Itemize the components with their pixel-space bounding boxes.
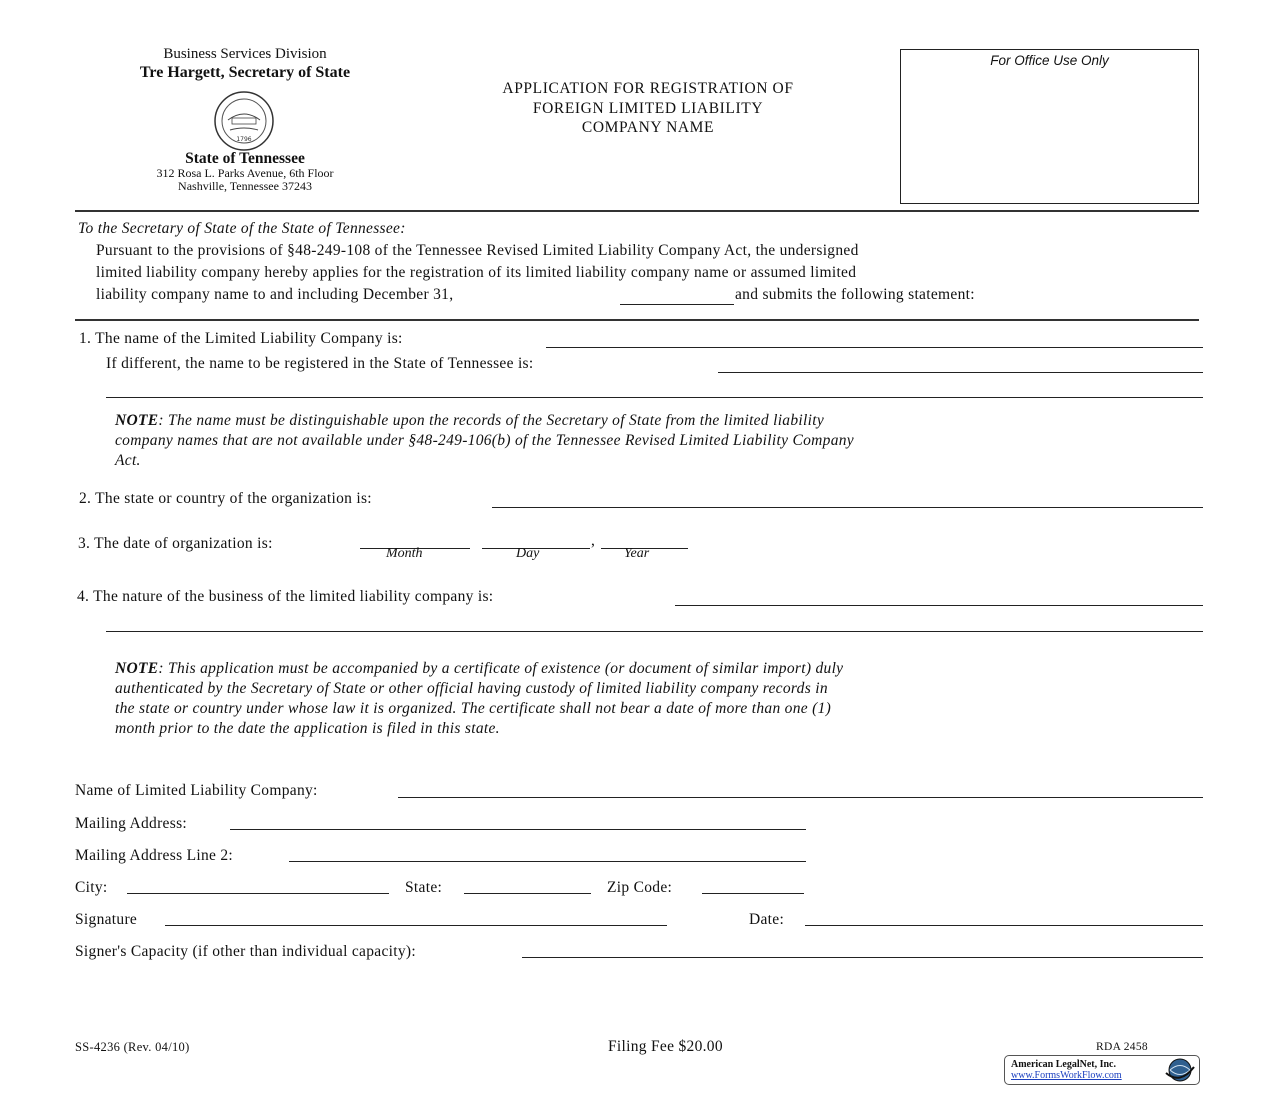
capacity-label: Signer's Capacity (if other than individual capacity):	[75, 943, 416, 960]
note-2-line-2: authenticated by the Secretary of State or other official having custody of limited liability company records in	[115, 680, 828, 697]
secretary-name: Tre Hargett, Secretary of State	[139, 64, 351, 81]
city-field[interactable]	[127, 873, 389, 894]
salutation: To the Secretary of State of the State of Tennessee:	[78, 220, 406, 237]
business-nature-field[interactable]	[675, 585, 1203, 606]
business-nature-field-2[interactable]	[106, 611, 1203, 632]
vendor-badge[interactable]	[1004, 1055, 1200, 1085]
note-1-line-2: company names that are not available under §48-249-106(b) of the Tennessee Revised Limited Liability Company	[115, 432, 854, 449]
title-line-1: APPLICATION FOR REGISTRATION OF	[502, 80, 794, 97]
month-caption: Month	[386, 546, 423, 561]
note-2-label: NOTE	[115, 660, 159, 677]
division-label: Business Services Division	[163, 46, 327, 62]
state-seal-icon	[202, 90, 286, 152]
date-field[interactable]	[805, 905, 1203, 926]
mailing-address-2-field[interactable]	[289, 841, 806, 862]
mailing-label: Mailing Address:	[75, 815, 188, 832]
tn-registered-name-field-2[interactable]	[106, 377, 1203, 398]
vendor-url[interactable]: www.FormsWorkFlow.com	[1011, 1070, 1122, 1081]
note-2-line-1	[115, 659, 1175, 679]
form-number: SS-4236 (Rev. 04/10)	[75, 1040, 190, 1054]
note-1-label: NOTE	[115, 412, 159, 429]
address-line-2: Nashville, Tennessee 37243	[178, 179, 312, 193]
note-1	[115, 411, 1175, 471]
address-line-1: 312 Rosa L. Parks Avenue, 6th Floor	[156, 166, 334, 180]
year-caption: Year	[624, 546, 650, 561]
capacity-field[interactable]	[522, 937, 1203, 958]
note-1-text-1: : The name must be distinguishable upon the records of the Secretary of State from the limited liability	[158, 412, 825, 429]
office-use-box	[900, 49, 1199, 204]
mailing-address-field[interactable]	[230, 809, 806, 830]
state-name: State of Tennessee	[185, 150, 305, 167]
company-name-field[interactable]	[398, 777, 1203, 798]
note-1-line-1	[115, 411, 1175, 431]
q4-label: 4. The nature of the business of the limited liability company is:	[77, 588, 494, 605]
note-2-line-3: the state or country under whose law it is organized. The certificate shall not bear a date of more than one (1)	[115, 700, 832, 717]
december-year-field[interactable]	[620, 284, 734, 305]
zip-field[interactable]	[702, 873, 804, 894]
signature-field[interactable]	[165, 905, 667, 926]
intro-divider	[75, 319, 1199, 321]
tn-registered-name-field[interactable]	[718, 352, 1203, 373]
title-line-3: COMPANY NAME	[581, 119, 715, 136]
mailing2-label: Mailing Address Line 2:	[75, 847, 234, 864]
form-title	[430, 79, 866, 138]
q1-label: 1. The name of the Limited Liability Company is:	[79, 330, 403, 347]
q1b-label: If different, the name to be registered in the State of Tennessee is:	[106, 355, 534, 372]
date-label: Date:	[749, 911, 785, 928]
llc-name-field[interactable]	[546, 327, 1203, 348]
intro-line-2: limited liability company hereby applies for the registration of its limited liability company name or assumed limited	[96, 264, 857, 281]
day-caption: Day	[516, 546, 540, 561]
date-comma: ,	[591, 532, 596, 549]
signature-label: Signature	[75, 911, 138, 928]
intro-line-3b: and submits the following statement:	[735, 286, 975, 303]
seal-year: 1796	[236, 136, 252, 143]
note-1-line-3: Act.	[115, 452, 141, 469]
state-label: State:	[405, 879, 443, 896]
note-2-line-4: month prior to the date the application is filed in this state.	[115, 720, 500, 737]
intro-line-1: Pursuant to the provisions of §48-249-108 of the Tennessee Revised Limited Liability Company Act, the undersigned	[96, 242, 859, 259]
q3-label: 3. The date of organization is:	[78, 535, 273, 552]
state-country-field[interactable]	[492, 487, 1203, 508]
title-line-2: FOREIGN LIMITED LIABILITY	[532, 99, 764, 117]
header-divider	[75, 210, 1199, 212]
city-label: City:	[75, 879, 108, 896]
globe-icon	[1162, 1057, 1196, 1083]
vendor-name: American LegalNet, Inc.	[1011, 1059, 1116, 1070]
state-field[interactable]	[464, 873, 591, 894]
note-2-text-1: : This application must be accompanied by a certificate of existence (or document of similar import) duly	[158, 660, 844, 677]
intro-line-3a: liability company name to and including December 31,	[96, 286, 454, 303]
filing-fee: Filing Fee $20.00	[608, 1038, 723, 1055]
q2-label: 2. The state or country of the organization is:	[79, 490, 372, 507]
company-name-label: Name of Limited Liability Company:	[75, 782, 318, 799]
note-2	[115, 659, 1175, 739]
zip-label: Zip Code:	[607, 879, 673, 896]
rda-number: RDA 2458	[1096, 1041, 1148, 1053]
office-use-label: For Office Use Only	[990, 53, 1109, 68]
